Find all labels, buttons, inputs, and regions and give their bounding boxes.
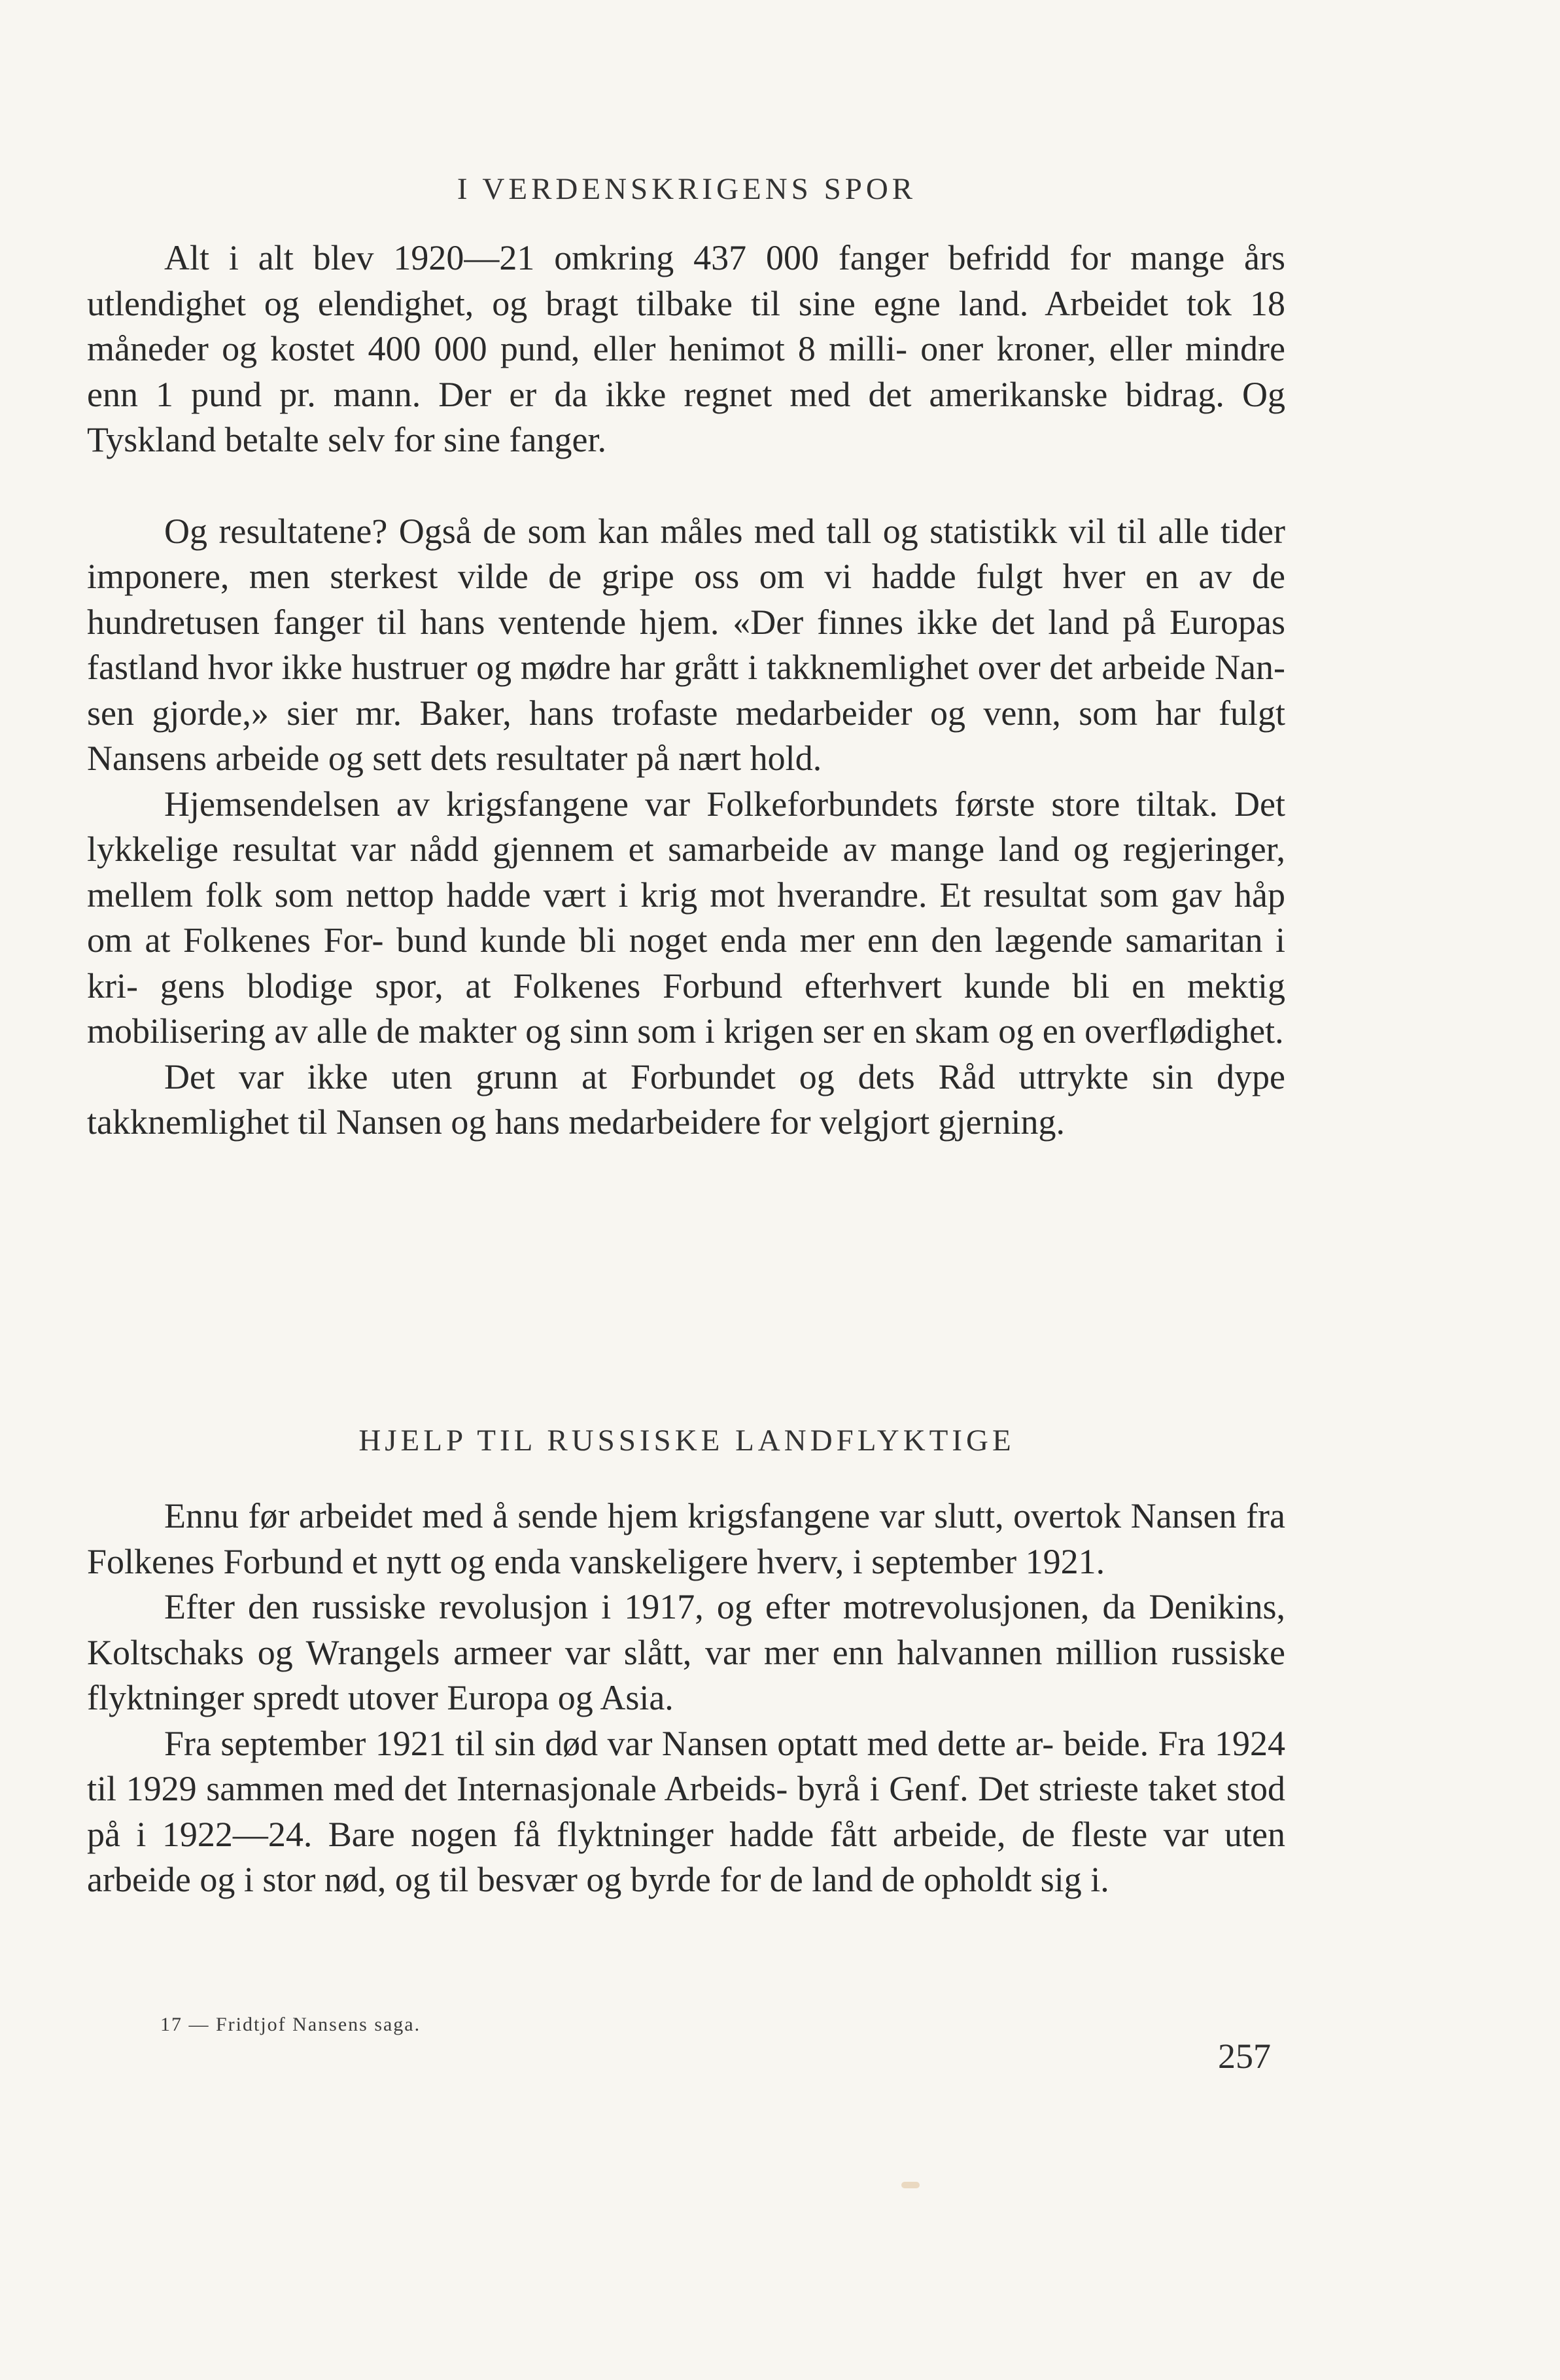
paragraph: Og resultatene? Også de som kan måles med tall og statistikk vil til alle tider imponere, men sterkest vilde de gripe oss om vi hadde fulgt hver en av de hundretusen fanger til hans ventende hjem. «Der finnes ikke det land på Europas fastland hvor ikke hustruer og mødre har grått i takknemlighet over det arbeide Nan- sen gjorde,» sier mr. Baker, hans trofaste medarbeider og venn, som har fulgt Nansens arbeide og sett dets resultater på nært hold. [87,511,1285,778]
section-1-body [87,236,1285,1146]
paragraph: Fra september 1921 til sin død var Nansen optatt med dette ar- beide. Fra 1924 til 1929 sammen med det Internasjonale Arbeids- byrå i Genf. Det strieste taket stod på i 1922—24. Bare nogen få flyktninger hadde fått arbeide, de fleste var uten arbeide og i stor nød, og til besvær og byrde for de land de opholdt sig i. [87,1723,1285,1899]
section-heading: HJELP TIL RUSSISKE LANDFLYKTIGE [358,1424,1015,1458]
running-header: I VERDENSKRIGENS SPOR [457,172,917,206]
page-number: 257 [1218,2037,1271,2076]
paragraph: Efter den russiske revolusjon i 1917, og efter motrevolusjonen, da Denikins, Koltschaks og Wrangels armeer var slått, var mer enn halvannen million russiske flyktninger spredt utover Europa og Asia. [87,1587,1285,1717]
paragraph: Hjemsendelsen av krigsfangene var Folkeforbundets første store tiltak. Det lykkelige resultat var nådd gjennem et samarbeide av mange land og regjeringer, mellem folk som nettop hadde vært i krig mot hverandre. Et resultat som gav håp om at Folkenes For- bund kunde bli noget enda mer enn den lægende samaritan i kri- gens blodige spor, at Folkenes Forbund efterhvert kunde bli en mektig mobilisering av alle de makter og sinn som i krigen ser en skam og en overflødighet. [87,784,1285,1051]
paragraph: Det var ikke uten grunn at Forbundet og dets Råd uttrykte sin dype takknemlighet til Nansen og hans medarbeidere for velgjort gjerning. [87,1057,1285,1142]
paragraph: Ennu før arbeidet med å sende hjem krigsfangene var slutt, overtok Nansen fra Folkenes Forbund et nytt og enda vanskeligere hverv, i september 1921. [87,1496,1285,1581]
footnote: 17 — Fridtjof Nansens saga. [160,2014,421,2035]
paper-stain [901,2182,920,2188]
paragraph: Alt i alt blev 1920—21 omkring 437 000 fanger befridd for mange års utlendighet og elendighet, og bragt tilbake til sine egne land. Arbeidet tok 18 måneder og kostet 400 000 pund, eller henimot 8 milli- oner kroner, eller mindre enn 1 pund pr. mann. Der er da ikke regnet med det amerikanske bidrag. Og Tyskland betalte selv for sine fanger. [87,238,1285,459]
section-2-body [87,1494,1285,1903]
